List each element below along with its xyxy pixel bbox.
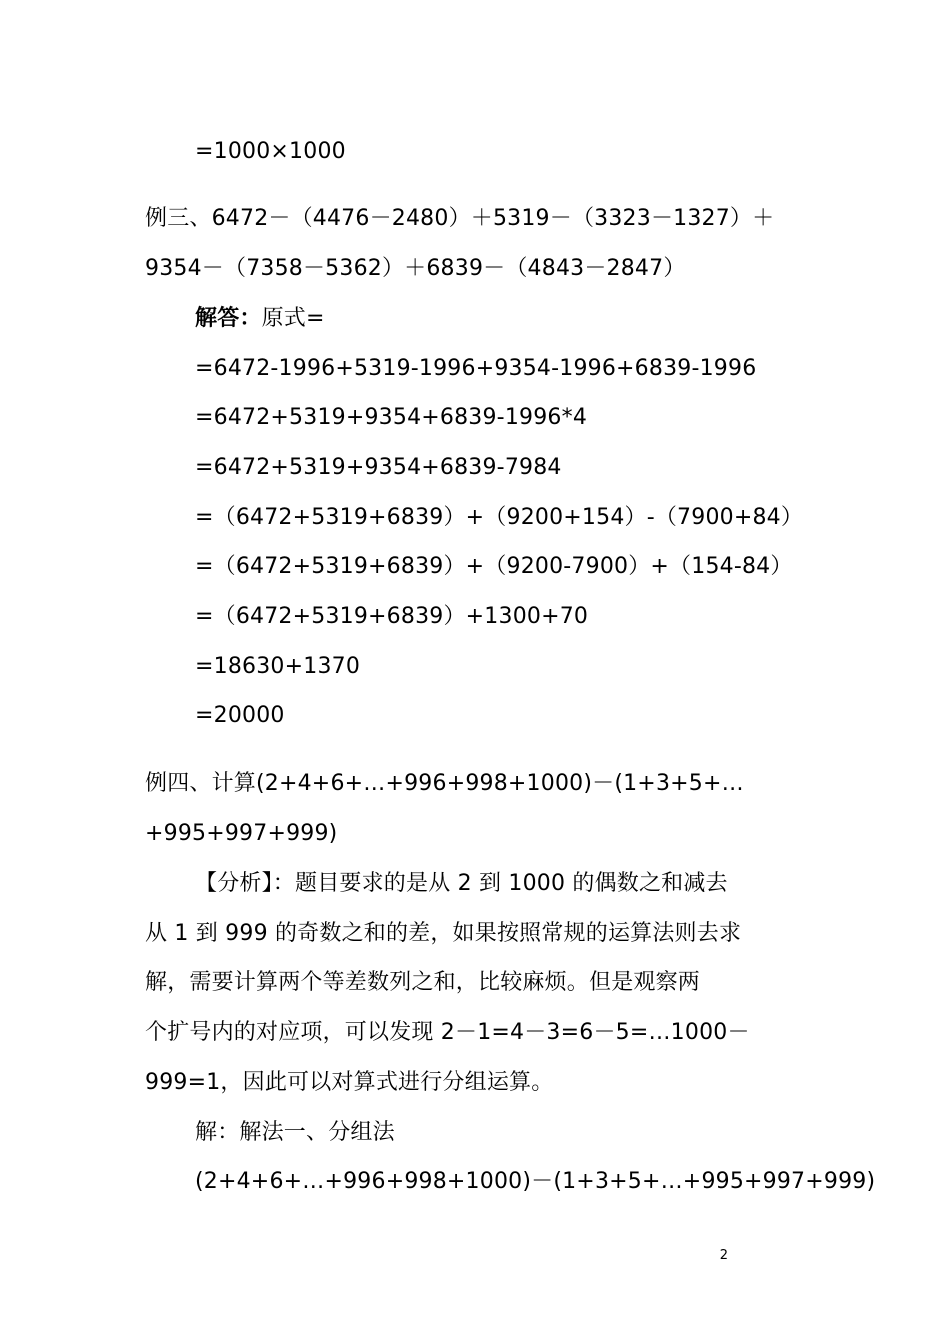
- calc-step-6: =（6472+5319+6839）+1300+70: [195, 604, 589, 629]
- answer-label: 解答：: [195, 306, 262, 331]
- solution-label: 解：解法一、分组法: [195, 1120, 395, 1145]
- analysis-line-4: 个扩号内的对应项，可以发现 2－1=4－3=6－5=…1000－: [145, 1020, 750, 1045]
- calc-step-3: =6472+5319+9354+6839-7984: [195, 455, 562, 480]
- calc-step-2: =6472+5319+9354+6839-1996*4: [195, 405, 588, 430]
- calc-step-5: =（6472+5319+6839）+（9200-7900）+（154-84）: [195, 554, 793, 579]
- example-three-heading-cont: 9354－（7358－5362）＋6839－（4843－2847）: [145, 256, 686, 281]
- analysis-line-2: 从 1 到 999 的奇数之和的差，如果按照常规的运算法则去求: [145, 921, 742, 946]
- analysis-line-5: 999=1，因此可以对算式进行分组运算。: [145, 1070, 554, 1095]
- example-three-heading: 例三、6472－（4476－2480）＋5319－（3323－1327）＋: [145, 206, 775, 231]
- analysis-line-3: 解，需要计算两个等差数列之和，比较麻烦。但是观察两: [145, 970, 701, 995]
- text-line-1: =1000×1000: [195, 139, 346, 164]
- calc-step-4: =（6472+5319+6839）+（9200+154）-（7900+84）: [195, 505, 804, 530]
- calc-step-7: =18630+1370: [195, 654, 361, 679]
- answer-line: [195, 304, 325, 334]
- analysis-line-1: 【分析】：题目要求的是从 2 到 1000 的偶数之和减去: [195, 871, 728, 896]
- calc-step-1: =6472-1996+5319-1996+9354-1996+6839-1996: [195, 356, 757, 381]
- example-four-heading: 例四、计算(2+4+6+…+996+998+1000)－(1+3+5+…: [145, 771, 744, 796]
- answer-text: 原式=: [261, 306, 325, 331]
- solution-expression: (2+4+6+…+996+998+1000)－(1+3+5+…+995+997+999): [195, 1169, 876, 1194]
- calc-result: =20000: [195, 703, 285, 728]
- page-number: 2: [719, 1248, 728, 1263]
- example-four-heading-cont: +995+997+999): [145, 821, 338, 846]
